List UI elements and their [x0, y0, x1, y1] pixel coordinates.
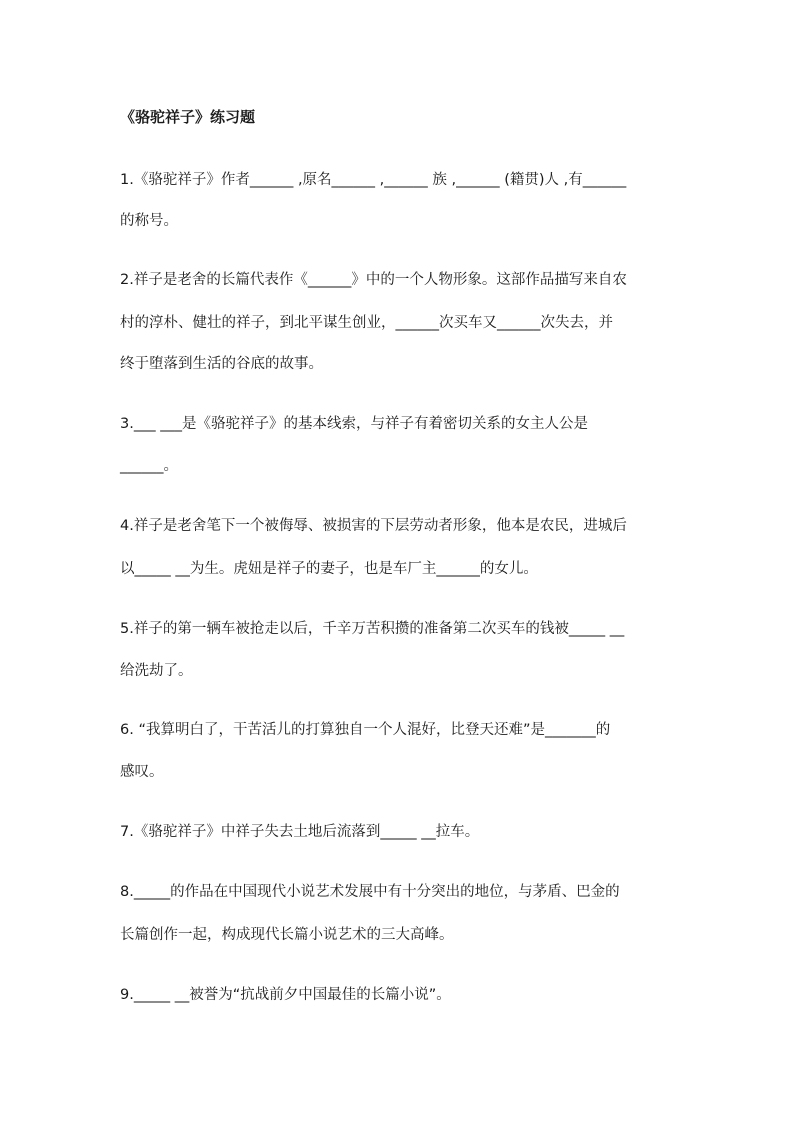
question-2-line-1: 2.祥子是老舍的长篇代表作《______》中的一个人物形象。这部作品描写来自农	[120, 272, 627, 288]
question-2-line-3: 终于堕落到生活的谷底的故事。	[120, 356, 323, 372]
question-8-line-2: 长篇创作一起，构成现代长篇小说艺术的三大高峰。	[120, 927, 454, 943]
question-7-line-1: 7.《骆驼祥子》中祥子失去土地后流落到_____ __拉车。	[120, 824, 480, 840]
document-title: 《骆驼祥子》练习题	[120, 108, 256, 126]
question-2-line-2: 村的淳朴、健壮的祥子，到北平谋生创业，______次买车又______次失去，并	[120, 315, 613, 331]
question-4-line-2: 以_____ __为生。虎妞是祥子的妻子，也是车厂主______的女儿。	[120, 561, 538, 577]
question-1-line-2: 的称号。	[120, 213, 178, 229]
question-1-line-1: 1.《骆驼祥子》作者______ ,原名______ ,______ 族 ,______ (籍贯)人 ,有______	[120, 172, 627, 188]
question-5-line-2: 给洗劫了。	[120, 663, 193, 679]
question-4-line-1: 4.祥子是老舍笔下一个被侮辱、被损害的下层劳动者形象，他本是农民，进城后	[120, 518, 627, 534]
question-3-line-1: 3.___ ___是《骆驼祥子》的基本线索，与祥子有着密切关系的女主人公是	[120, 416, 588, 432]
question-8-line-1: 8._____的作品在中国现代小说艺术发展中有十分突出的地位，与茅盾、巴金的	[120, 884, 620, 900]
question-3-line-2: ______。	[120, 458, 178, 474]
question-5-line-1: 5.祥子的第一辆车被抢走以后，千辛万苦积攒的准备第二次买车的钱被_____ __	[120, 621, 625, 637]
question-9-line-1: 9._____ __被誉为“抗战前夕中国最佳的长篇小说”。	[120, 987, 451, 1003]
question-6-line-2: 感叹。	[120, 764, 164, 780]
question-6-line-1: 6. “我算明白了，干苦活儿的打算独自一个人混好，比登天还难”是_______的	[120, 722, 611, 738]
